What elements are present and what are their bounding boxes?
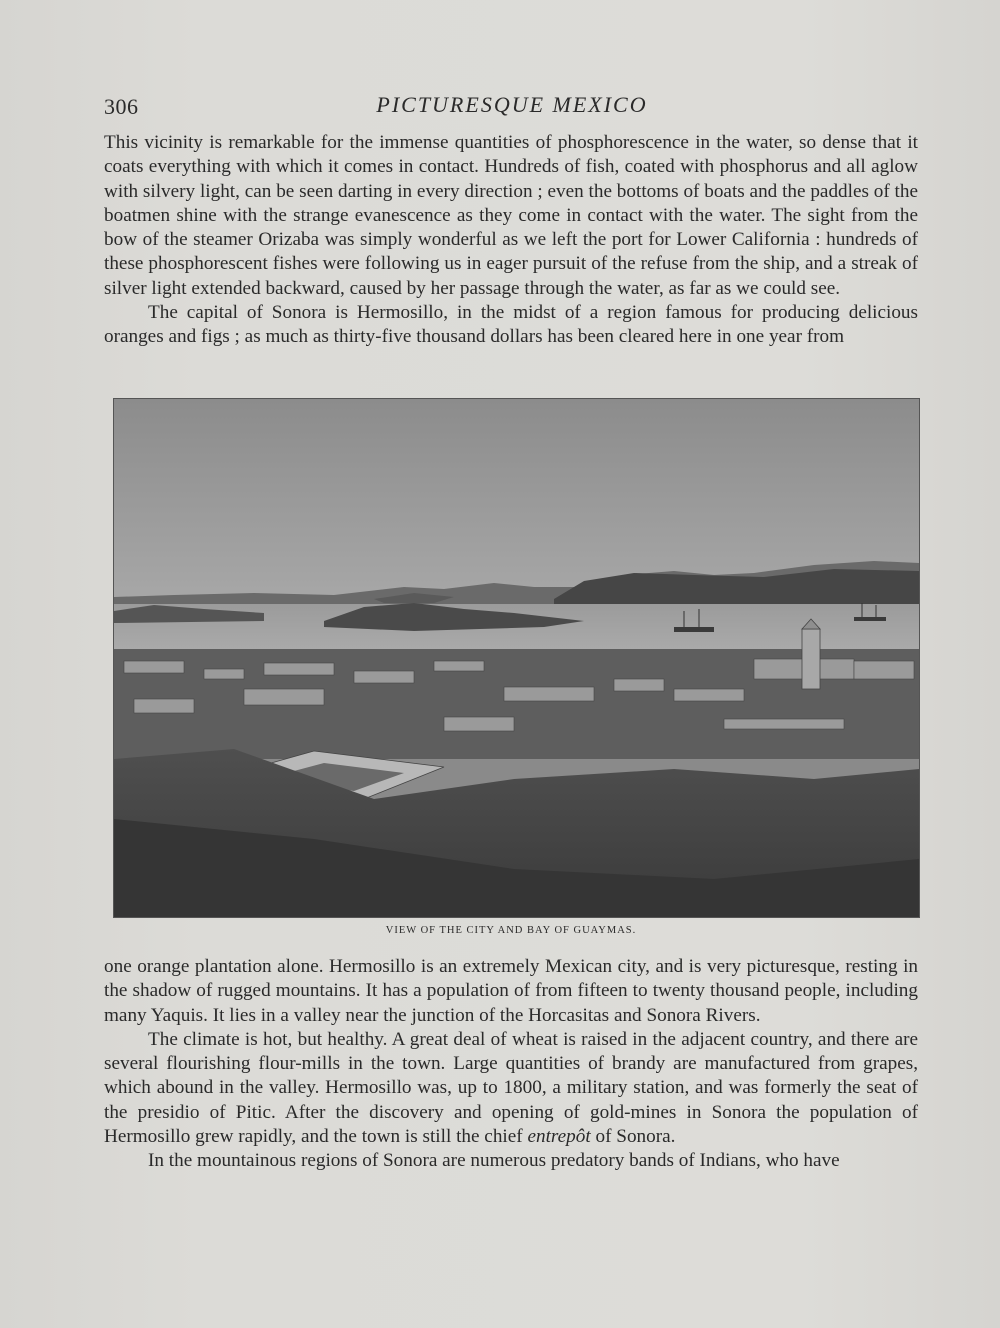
running-title: PICTURESQUE MEXICO	[376, 92, 648, 117]
paragraph-climate-end: of Sonora.	[590, 1126, 676, 1148]
paragraph-hermosillo-city: one orange plantation alone. Hermosillo is an extremely Mexican city, and is very picturesque, resting in the shadow of rugged mountains. It has a population of from fifteen to twenty thousand people, including many Yaquis. It lies in a valley near the junction of the Horcasitas and Sonora Rivers.	[104, 956, 918, 1026]
guaymas-photo-illustration	[114, 399, 919, 917]
figure-caption: VIEW OF THE CITY AND BAY OF GUAYMAS.	[385, 925, 637, 936]
running-head	[104, 92, 920, 122]
text-block-top	[104, 131, 918, 350]
paragraph-climate	[104, 1028, 918, 1149]
page-number: 306	[104, 94, 139, 119]
paragraph-hermosillo-capital: The capital of Sonora is Hermosillo, in the midst of a region famous for producing delicious oranges and figs ; as much as thirty-five thousand dollars has been cleared here in one year from	[104, 302, 918, 348]
photograph-guaymas	[113, 398, 920, 918]
paragraph-phosphorescence: This vicinity is remarkable for the immense quantities of phosphorescence in the water, so dense that it coats everything with which it comes in contact. Hundreds of fish, coated with phosphorus and all aglow with silvery light, can be seen darting in every direction ; even the bottoms of boats and the paddles of the boatmen shine with the strange evanescence as they come in contact with the water. The sight from the bow of the steamer Orizaba was simply wonderful as we left the port for Lower California : hundreds of these phosphorescent fishes were following us in eager pursuit of the refuse from the ship, and a streak of silver light extended backward, caused by her passage through the water, as far as we could see.	[104, 132, 918, 299]
text-block-bottom	[104, 955, 918, 1174]
italic-entrepot: entrepôt	[527, 1126, 591, 1148]
paragraph-climate-text: The climate is hot, but healthy. A great deal of wheat is raised in the adjacent country, and there are several flourishing flour-mills in the town. Large quantities of brandy are manufactured from grapes, which abound in the valley. Hermosillo was, up to 1800, a military station, and was formerly the seat of the presidio of Pitic. After the discovery and opening of gold-mines in Sonora the population of Hermosillo grew rapidly, and the town is still the chief	[104, 1028, 918, 1148]
paragraph-indians: In the mountainous regions of Sonora are numerous predatory bands of Indians, who have	[148, 1150, 840, 1172]
